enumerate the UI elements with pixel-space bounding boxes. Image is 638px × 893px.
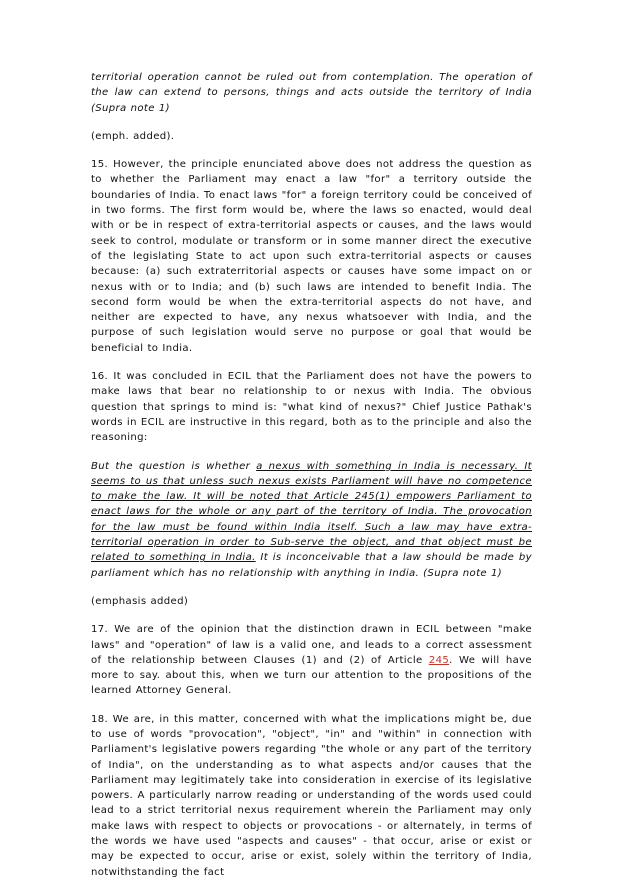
emphasis-note-1: (emph. added). <box>91 130 175 142</box>
document-page <box>91 70 532 893</box>
emphasis-note-2: (emphasis added) <box>91 595 189 607</box>
paragraph-16: 16. It was concluded in ECIL that the Parliament does not have the powers to make laws that bear no relationship to or nexus with India. The obvious question that springs to mind is: "what kind of nexus?" Chief Justice Pathak's words in ECIL are instructive in this regard, both as to the principle and also the reasoning: <box>91 371 532 444</box>
quote-lead: But the question is whether <box>91 460 257 472</box>
paragraph-18: 18. We are, in this matter, concerned with what the implications might be, due to use of words "provocation", "object", "in" and "within" in connection with Parliament's legislative powers regarding "the whole or any part of the territory of India", on the understanding as to what aspects and/or causes that the Parliament may legitimately take into consideration in exercise of its legislative powers. A particularly narrow reading or understanding of the words used could lead to a strict territorial nexus requirement wherein the Parliament may only make laws with respect to objects or provocations - or alternately, in terms of the words we have used "aspects and causes" - that occur, arise or exist or may be expected to occur, arise or exist, solely within the territory of India, notwithstanding the fact <box>91 713 532 878</box>
quote-block-2 <box>91 459 532 581</box>
p17-after: . We will have more to say. about this, when we turn our attention to the propositions of the learned Attorney General. <box>91 654 532 697</box>
paragraph-17 <box>91 622 532 698</box>
article-245-link[interactable]: 245 <box>428 654 450 666</box>
quote-block-1: territorial operation cannot be ruled out from contemplation. The operation of the law can extend to persons, things and acts outside the territory of India (Supra note 1) <box>91 72 532 114</box>
p17-before: 17. We are of the opinion that the distinction drawn in ECIL between "make laws" and "operation" of law is a valid one, and leads to a correct assessment of the relationship between Clauses (1) and (2) of Article <box>91 624 532 666</box>
paragraph-15: 15. However, the principle enunciated above does not address the question as to whether the Parliament may enact a law "for" a territory outside the boundaries of India. To enact laws "for" a foreign territory could be conceived of in two forms. The first form would be, where the laws so enacted, would deal with or be in respect of extra-territorial aspects or causes, and the laws would seek to control, modulate or transform or in some manner direct the executive of the legislating State to act upon such extra-territorial aspects or causes because: (a) such extraterritorial aspects or causes have some impact on or nexus with or to India; and (b) such laws are intended to benefit India. The second form would be when the extra-territorial aspects do not have, and neither are expected to have, any nexus whatsoever with India, and the purpose of such legislation would serve no purpose or goal that would be beneficial to India. <box>91 159 532 354</box>
quote-tail: It is inconceivable that a law should be made by parliament which has no relationship with anything in India. (Supra note 1) <box>91 552 533 579</box>
quote-underlined: a nexus with something in India is necessary. It seems to us that unless such nexus exists Parliament will have no competence to make the law. It will be noted that Article 245(1) empowers Parliament to enact laws for the whole or any part of the territory of India. The provocation for the law must be found within India itself. Such a law may have extra-territorial operation in order to Sub-serve the object, and that object must be related to something in India. <box>91 460 532 564</box>
